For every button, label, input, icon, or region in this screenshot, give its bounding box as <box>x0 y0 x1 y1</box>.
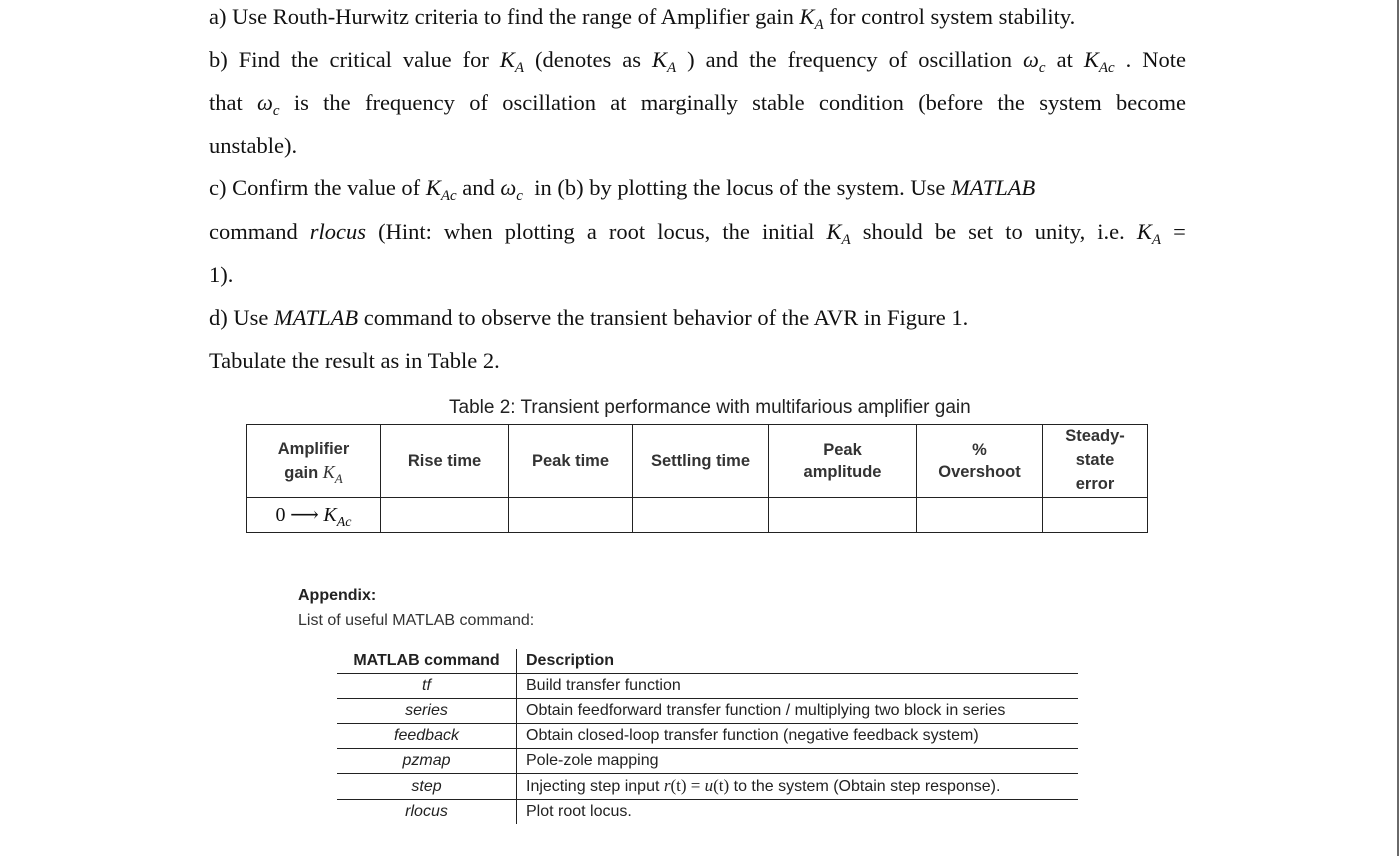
header-text: Amplifier <box>277 439 350 458</box>
math-k: K <box>322 461 335 482</box>
table-row <box>337 774 1078 800</box>
math-k: K <box>1136 219 1152 244</box>
word: that <box>209 90 243 115</box>
header-text: Peak <box>823 440 862 459</box>
header-overshoot <box>917 425 1043 498</box>
word: stable <box>752 90 805 115</box>
header-settling-time: Settling time <box>633 425 769 498</box>
question-a-text-end: for control system stability. <box>823 4 1076 29</box>
header-peak-time: Peak time <box>509 425 633 498</box>
command-name: tf <box>337 674 517 699</box>
math-kac <box>1083 47 1115 76</box>
word: become <box>1116 90 1186 115</box>
transient-performance-table <box>246 424 1148 533</box>
question-b-line3: unstable). <box>209 133 298 158</box>
matlab-command-table <box>337 649 1078 824</box>
command-name: feedback <box>337 724 517 749</box>
question-d-text: command to observe the transient behavior of the AVR in Figure 1. <box>358 305 969 330</box>
command-table-header <box>337 649 1078 674</box>
table2-caption: Table 2: Transient performance with multifarious amplifier gain <box>449 397 971 418</box>
question-d-text: d) Use <box>209 305 274 330</box>
word: be <box>934 219 957 244</box>
table-row <box>337 674 1078 699</box>
settling-time-cell[interactable] <box>633 498 769 533</box>
word: frequency <box>364 90 455 115</box>
word: initial <box>761 219 815 244</box>
word: plotting <box>504 219 575 244</box>
table-row <box>337 749 1078 774</box>
command-name: rlocus <box>405 803 448 820</box>
math-ka <box>652 47 677 76</box>
table-row <box>337 724 1078 749</box>
header-text: state <box>1075 451 1115 470</box>
question-c-line3: 1). <box>209 262 234 287</box>
command-description: Pole-zole mapping <box>517 749 1079 774</box>
math-k: K <box>425 175 441 200</box>
word: root <box>608 219 646 244</box>
table-header-row <box>247 425 1148 498</box>
word: frequency <box>787 47 878 72</box>
math-sub: c <box>516 188 523 204</box>
rlocus-label: rlocus <box>309 219 367 244</box>
math-omega: ω <box>257 90 273 115</box>
word: of <box>469 90 488 115</box>
header-text: Overshoot <box>938 463 1021 481</box>
peak-amplitude-cell[interactable] <box>769 498 917 533</box>
word: when <box>443 219 493 244</box>
appendix-subtitle: List of useful MATLAB command: <box>298 612 535 629</box>
word: condition <box>818 90 904 115</box>
math-sub: Ac <box>336 514 352 530</box>
math-ka <box>1136 219 1162 248</box>
math-omega: ω <box>1023 47 1039 72</box>
word: . <box>1125 47 1132 72</box>
word: of <box>888 47 908 72</box>
math-sub: A <box>1151 232 1162 248</box>
range-start: 0 <box>275 503 286 526</box>
word: as <box>622 47 642 72</box>
header-matlab-command: MATLAB command <box>337 649 517 674</box>
math-sub: A <box>334 470 343 486</box>
word: at <box>1056 47 1073 72</box>
word: oscillation <box>918 47 1013 72</box>
math-k: K <box>499 47 515 72</box>
math-u: u <box>704 776 714 795</box>
word: i.e. <box>1097 219 1125 244</box>
word: to <box>1005 219 1023 244</box>
math-sub: Ac <box>440 188 457 204</box>
math-omega: ω <box>500 175 517 200</box>
question-c-text: and <box>456 175 501 200</box>
question-d-line1 <box>209 307 968 330</box>
math-ka <box>499 47 525 76</box>
description-text: to the system (Obtain step response). <box>729 778 1001 795</box>
word: value <box>402 47 452 72</box>
math-sub: A <box>667 60 677 76</box>
header-description: Description <box>517 649 1079 674</box>
command-description: Build transfer function <box>517 674 1079 699</box>
question-c-text: c) Confirm the value of <box>209 175 426 200</box>
question-b-line1 <box>209 47 1186 76</box>
word: command <box>209 219 298 244</box>
word: (before <box>918 90 984 115</box>
command-description <box>517 774 1079 800</box>
math-k: K <box>799 4 815 29</box>
word: the <box>722 219 750 244</box>
word: at <box>610 90 627 115</box>
math-sub: c <box>1038 60 1046 76</box>
header-text: amplitude <box>803 463 882 481</box>
math-sub: c <box>272 103 280 119</box>
header-text: error <box>1075 474 1115 493</box>
table-row <box>247 498 1148 533</box>
question-c-line1 <box>209 175 1036 204</box>
command-name: step <box>337 774 517 800</box>
word: Find <box>238 47 280 72</box>
rise-time-cell[interactable] <box>381 498 509 533</box>
question-b-line2 <box>209 90 1186 119</box>
word: (denotes <box>535 47 612 72</box>
math-omega-c <box>1023 47 1046 76</box>
command-description: Obtain closed-loop transfer function (negative feedback system) <box>517 724 1079 749</box>
question-c-line2 <box>209 219 1186 248</box>
math-sub: A <box>514 60 525 76</box>
header-amplifier-gain <box>247 425 381 498</box>
equals-sign: = <box>1173 219 1186 244</box>
word: the <box>290 47 319 72</box>
math-k: K <box>826 219 842 244</box>
math-r: r <box>663 776 671 795</box>
word: system <box>1039 90 1102 115</box>
command-name: series <box>337 699 517 724</box>
header-text: Steady- <box>1065 427 1125 446</box>
table-row <box>337 699 1078 724</box>
matlab-label: MATLAB <box>273 305 359 330</box>
word: unity, <box>1034 219 1086 244</box>
word: Note <box>1142 47 1186 72</box>
question-a <box>209 4 1076 33</box>
math-omega-c <box>257 90 280 119</box>
math-k: K <box>652 47 668 72</box>
overshoot-cell[interactable] <box>917 498 1043 533</box>
matlab-label: MATLAB <box>951 175 1036 200</box>
math-sub: A <box>841 232 851 248</box>
description-text: Injecting step input <box>526 778 664 795</box>
word: (Hint: <box>378 219 432 244</box>
word: the <box>323 90 351 115</box>
command-description: Plot root locus. <box>517 800 1079 825</box>
word: oscillation <box>502 90 596 115</box>
word: ) <box>687 47 695 72</box>
math-ka <box>826 219 851 248</box>
header-steady-state-error <box>1043 425 1148 498</box>
command-description: Obtain feedforward transfer function / multiplying two block in series <box>517 699 1079 724</box>
word: and <box>705 47 739 72</box>
arrow-icon: ⟶ <box>290 503 319 526</box>
math-k: K <box>1083 47 1099 72</box>
math-t: (t) <box>713 776 730 795</box>
word: should <box>862 219 923 244</box>
equals-sign: = <box>686 776 705 795</box>
header-rise-time: Rise time <box>381 425 509 498</box>
math-sub: Ac <box>1098 60 1115 76</box>
word: set <box>968 219 994 244</box>
word: critical <box>329 47 392 72</box>
table-row <box>337 800 1078 825</box>
command-name: pzmap <box>337 749 517 774</box>
word: a <box>586 219 597 244</box>
peak-time-cell[interactable] <box>509 498 633 533</box>
word: for <box>462 47 489 72</box>
word: the <box>997 90 1025 115</box>
math-t: (t) <box>670 776 687 795</box>
word: b) <box>209 47 228 72</box>
question-c-text: in (b) by plotting the locus of the system. Use <box>522 175 952 200</box>
header-peak-amplitude <box>769 425 917 498</box>
word: locus, <box>657 219 711 244</box>
steady-state-error-cell[interactable] <box>1043 498 1148 533</box>
header-text: % <box>972 440 987 459</box>
gain-range-cell <box>247 498 381 533</box>
appendix-title: Appendix: <box>298 587 377 604</box>
question-a-text: a) Use Routh-Hurwitz criteria to find the range of Amplifier gain <box>209 4 800 29</box>
header-text: gain <box>284 463 323 482</box>
word: the <box>749 47 777 72</box>
math-k: K <box>323 503 337 526</box>
word: marginally <box>640 90 738 115</box>
math-sub: A <box>814 17 824 33</box>
question-d-line2: Tabulate the result as in Table 2. <box>209 348 500 373</box>
word: is <box>293 90 309 115</box>
